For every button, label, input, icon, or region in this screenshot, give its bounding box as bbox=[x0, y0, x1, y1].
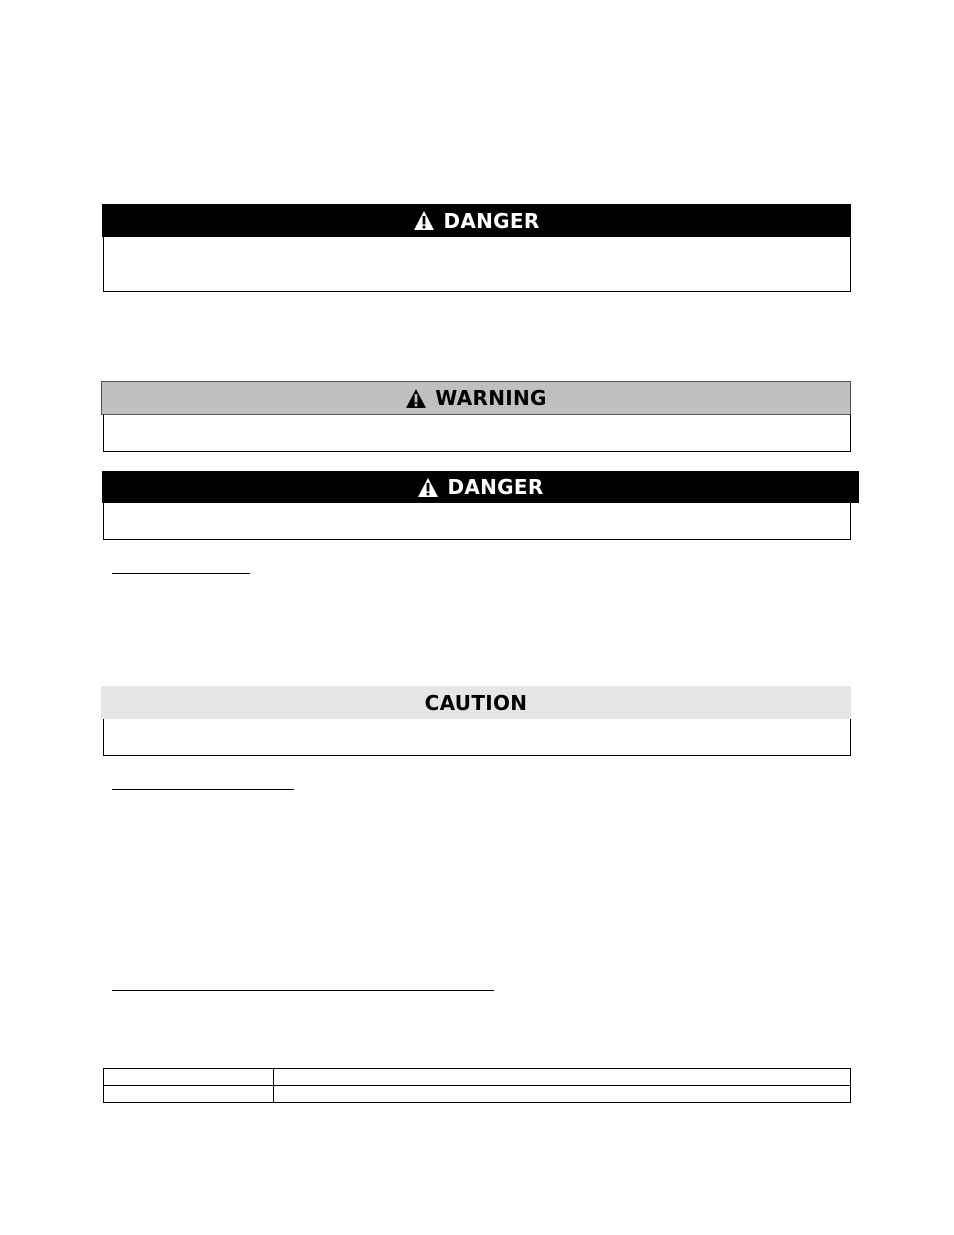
table-cell bbox=[104, 1069, 274, 1086]
warning-triangle-icon bbox=[417, 477, 439, 498]
section-heading-underline-2 bbox=[112, 789, 294, 790]
table-cell bbox=[274, 1086, 851, 1103]
warning-triangle-icon bbox=[413, 210, 435, 231]
danger-notice-label: DANGER bbox=[443, 208, 540, 233]
caution-notice-body bbox=[103, 719, 851, 756]
caution-notice-header bbox=[101, 686, 851, 719]
warning-notice-body bbox=[103, 415, 851, 452]
data-table bbox=[103, 1068, 851, 1103]
table-row bbox=[104, 1069, 851, 1086]
table-cell bbox=[104, 1086, 274, 1103]
section-heading-underline-3 bbox=[112, 990, 494, 991]
caution-notice-label: CAUTION bbox=[424, 690, 528, 715]
section-heading-underline bbox=[112, 573, 250, 574]
table-cell bbox=[274, 1069, 851, 1086]
warning-triangle-icon bbox=[405, 388, 427, 409]
warning-notice-label: WARNING bbox=[435, 386, 547, 410]
warning-notice-header bbox=[101, 381, 851, 415]
danger-notice-header-2 bbox=[102, 471, 859, 503]
danger-notice-label-2: DANGER bbox=[447, 475, 544, 499]
danger-notice-header bbox=[102, 204, 851, 237]
table-row bbox=[104, 1086, 851, 1103]
danger-notice-body-2 bbox=[103, 503, 851, 540]
danger-notice-body bbox=[103, 237, 851, 292]
